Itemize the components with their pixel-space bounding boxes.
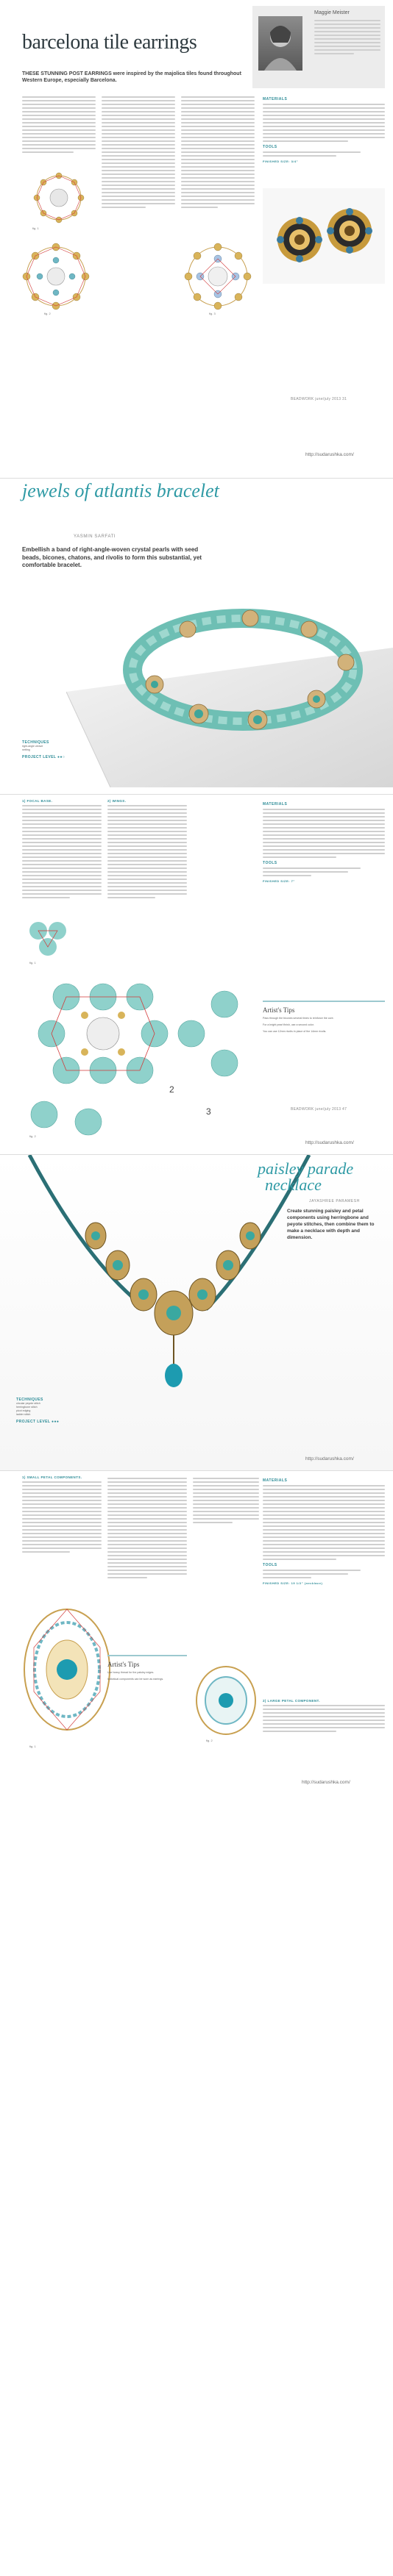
finished-size: FINISHED SIZE: 3/4" — [263, 160, 299, 163]
technique-item: ladder stitch — [16, 1413, 31, 1416]
fig1-caption: fig. 1 — [32, 226, 39, 230]
page-folio: BEADWORK june/july 2013 47 — [291, 1107, 347, 1112]
tip-item: You can use 12mm rivolis in place of the 14mm rivolis. — [263, 1030, 327, 1033]
fig2-caption: fig. 2 — [44, 312, 51, 315]
author-bio — [314, 20, 380, 54]
materials-heading: MATERIALS — [263, 1478, 288, 1483]
section-heading: 1) SMALL PETAL COMPONENTS. — [22, 1475, 82, 1479]
author-photo — [258, 16, 302, 71]
artist-tips — [263, 1001, 385, 1034]
body-col-1 — [22, 1475, 102, 1555]
tools-heading: TOOLS — [263, 145, 277, 149]
watermark: http://sudarushka.com/ — [305, 452, 354, 457]
fig1-caption: fig. 1 — [29, 1745, 36, 1748]
materials-list — [263, 1485, 385, 1560]
title-line-1: paisley parade — [258, 1159, 354, 1178]
body-col-1 — [22, 94, 96, 155]
page-paisley-instructions — [0, 1470, 393, 2576]
section-heading: 1) FOCAL BASE. — [22, 799, 53, 803]
artist-tips — [107, 1655, 187, 1681]
body-col-2 — [102, 94, 175, 210]
section-heading: 2) LARGE PETAL COMPONENT. — [263, 1699, 320, 1703]
intro-text: Create stunning paisley and petal components using herringbone and peyote stitches, then combine them to make a necklace with depth and dimension. — [287, 1209, 375, 1240]
diagram-label: 3 — [206, 1106, 211, 1117]
materials-heading: MATERIALS — [263, 802, 288, 806]
section-heading: 2) WINGS. — [107, 799, 127, 803]
tips-title: Artist's Tips — [263, 1006, 295, 1014]
author-box — [252, 6, 385, 88]
diagram-fig2 — [22, 975, 243, 1140]
techniques-block — [22, 740, 74, 759]
diagram-fig1 — [19, 1603, 115, 1743]
materials-panel — [263, 799, 385, 884]
diagram-fig1 — [29, 171, 88, 225]
watermark: http://sudarushka.com/ — [302, 1780, 350, 1785]
body-col-3 — [181, 94, 255, 210]
materials-heading: MATERIALS — [263, 97, 288, 101]
fig3-caption: fig. 3 — [209, 312, 216, 315]
level-value: ●●○ — [57, 755, 66, 759]
tips-title: Artist's Tips — [107, 1661, 140, 1668]
tools-list — [263, 1570, 385, 1578]
level-label: PROJECT LEVEL — [22, 755, 57, 759]
materials-panel — [263, 94, 385, 165]
page-folio: BEADWORK june/july 2013 31 — [291, 397, 347, 401]
tip-item: Use heavy thread for the paisley edges. — [107, 1671, 155, 1674]
watermark: http://sudarushka.com/ — [305, 1456, 354, 1461]
tip-item: Individual components can be worn as earrings. — [107, 1678, 164, 1681]
title-text: jewels of atlantis bracelet — [22, 480, 219, 501]
materials-list — [263, 104, 385, 142]
diagram-fig1 — [22, 916, 74, 960]
tools-heading: TOOLS — [263, 861, 277, 865]
intro-text: THESE STUNNING POST EARRINGS were inspired by the majolica tiles found throughout Western Europe, especially Barcelona. — [22, 71, 241, 83]
technique-item: herringbone stitch — [16, 1406, 38, 1409]
body-col-3 — [193, 1475, 259, 1525]
page-atlantis — [0, 478, 393, 794]
fig1-caption: fig. 1 — [29, 961, 36, 965]
techniques-heading: TECHNIQUES — [16, 1398, 43, 1402]
tip-item: For a bright pearl finish, use a second color. — [263, 1023, 314, 1026]
intro-text: Embellish a band of right-angle-woven crystal pearls with seed beads, bicones, chatons, and rivolis to form this substantial, yet comfortable bracelet. — [22, 546, 202, 568]
diagram-fig3 — [184, 243, 252, 310]
page-title — [258, 1161, 353, 1193]
techniques-heading: TECHNIQUES — [22, 740, 49, 745]
diagram-fig2 — [22, 243, 90, 310]
bracelet-photo — [66, 567, 393, 787]
page-atlantis-instructions — [0, 794, 393, 1154]
tools-list — [263, 151, 385, 157]
tools-heading: TOOLS — [263, 1563, 277, 1567]
title-line-2: necklace — [265, 1176, 322, 1194]
diagram-fig2 — [193, 1664, 259, 1737]
tip-item: Pass through the bicones several times to reinforce the core. — [263, 1017, 334, 1020]
tools-list — [263, 867, 385, 876]
page-paisley — [0, 1154, 393, 1470]
body-col-2 — [107, 1475, 187, 1581]
technique-item: circular peyote stitch — [16, 1402, 40, 1405]
materials-panel — [263, 1475, 385, 1586]
technique-item: picot edging — [16, 1409, 31, 1412]
fig2-caption: fig. 2 — [29, 1134, 36, 1138]
earrings-photo — [263, 188, 385, 284]
author-name: YASMIN SARFATI — [74, 534, 116, 539]
technique-item: right-angle weave — [22, 745, 43, 748]
body-col-2 — [107, 799, 187, 901]
finished-size: FINISHED SIZE: 19 1/2" (necklace) — [263, 1581, 323, 1585]
techniques-block — [16, 1398, 75, 1424]
page-title — [22, 482, 219, 501]
level-label: PROJECT LEVEL — [16, 1420, 51, 1424]
body-col-4 — [263, 1699, 385, 1734]
author-name: Maggie Meister — [314, 10, 350, 15]
finished-size: FINISHED SIZE: 7" — [263, 879, 295, 883]
technique-item: netting — [22, 748, 30, 751]
materials-list — [263, 809, 385, 858]
fig2-caption: fig. 2 — [206, 1739, 213, 1742]
diagram-label: 2 — [169, 1084, 174, 1095]
author-name: JAYASHREE PARAMESH — [309, 1199, 360, 1203]
project-level-heading — [16, 1420, 75, 1424]
page-title: barcelona tile earrings — [22, 31, 197, 54]
page-barcelona — [0, 0, 393, 478]
watermark: http://sudarushka.com/ — [305, 1140, 354, 1145]
project-level-heading — [22, 755, 74, 759]
level-value: ●●● — [52, 1420, 60, 1424]
body-col-1 — [22, 799, 102, 901]
